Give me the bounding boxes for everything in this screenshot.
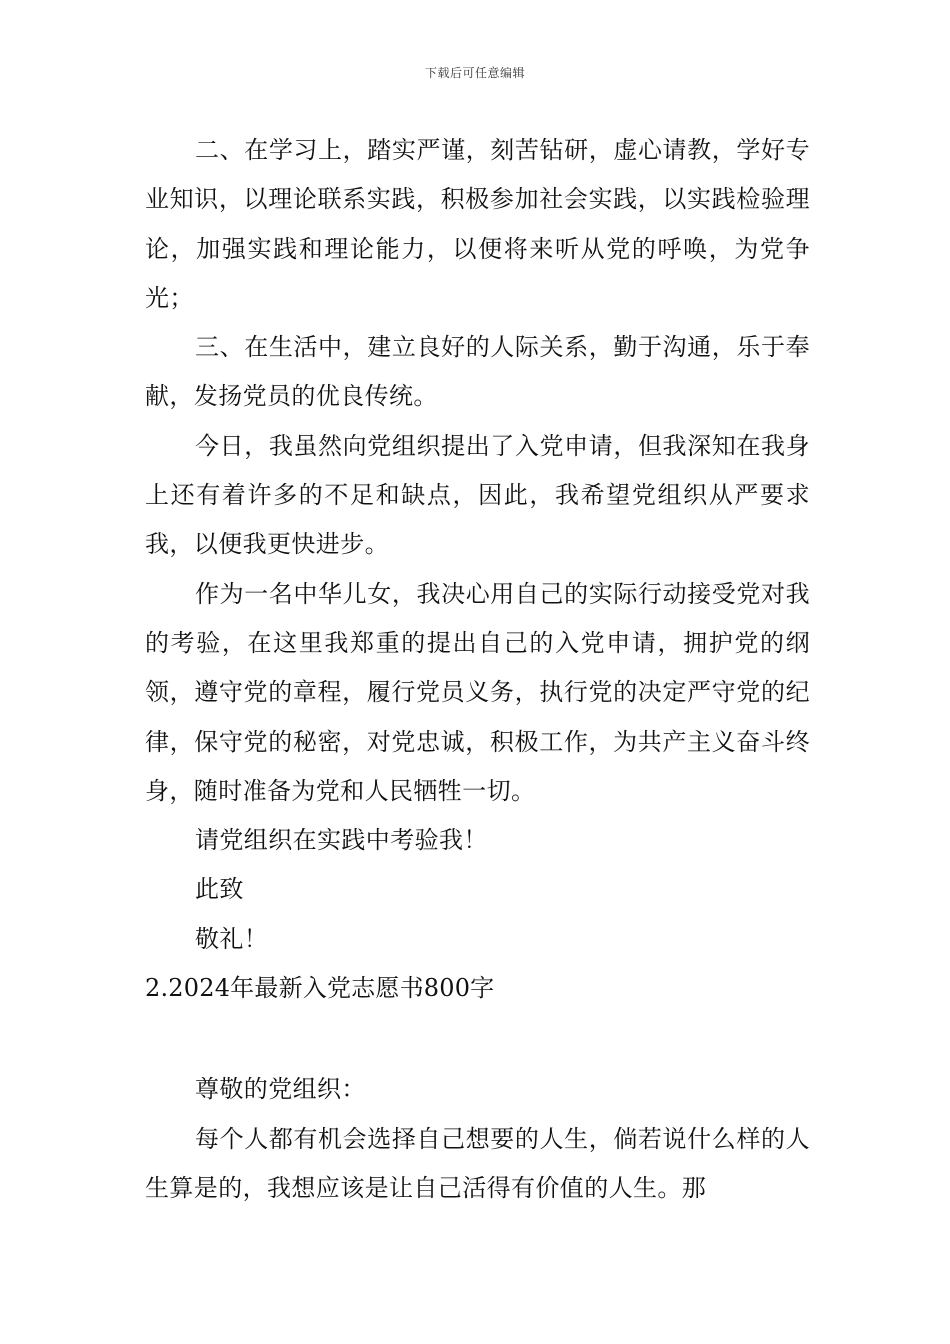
- document-body: [145, 126, 810, 1213]
- paragraph-application: 今日，我虽然向党组织提出了入党申请，但我深知在我身上还有着许多的不足和缺点，因此，我希望党组织从严要求我，以便我更快进步。: [145, 431, 810, 559]
- paragraph-opening: 每个人都有机会选择自己想要的人生，倘若说什么样的人生算是的，我想应该是让自己活得有价值的人生。那: [145, 1124, 810, 1202]
- salutation: 尊敬的党组织：: [195, 1075, 366, 1104]
- closing-jingli: 敬礼！: [195, 924, 269, 953]
- section-heading: 2.2024年最新入党志愿书800字: [145, 974, 495, 1003]
- paragraph-life: 三、在生活中，建立良好的人际关系，勤于沟通，乐于奉献，发扬党员的优良传统。: [145, 333, 810, 411]
- page-header-note: 下载后可任意编辑: [424, 66, 525, 80]
- closing-cizhi: 此致: [195, 875, 244, 904]
- blank-spacer: [145, 1013, 810, 1065]
- paragraph-commitment: 作为一名中华儿女，我决心用自己的实际行动接受党对我的考验，在这里我郑重的提出自己的入党申请，拥护党的纲领，遵守党的章程，履行党员义务，执行党的决定严守党的纪律，保守党的秘密，对党忠诚，积极工作，为共产主义奋斗终身，随时准备为党和人民牺牲一切。: [145, 579, 810, 805]
- paragraph-request: 请党组织在实践中考验我！: [195, 826, 488, 855]
- paragraph-study: 二、在学习上，踏实严谨，刻苦钻研，虚心请教，学好专业知识，以理论联系实践，积极参加社会实践，以实践检验理论，加强实践和理论能力，以便将来听从党的呼唤，为党争光；: [145, 136, 810, 312]
